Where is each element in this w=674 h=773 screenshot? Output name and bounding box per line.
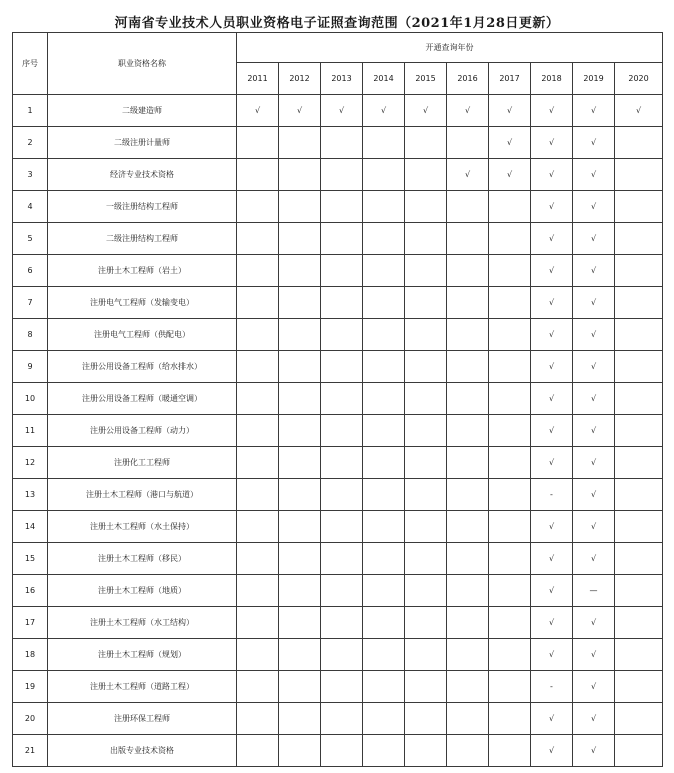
year-mark-cell <box>363 159 405 191</box>
year-mark-cell <box>447 319 489 351</box>
year-mark-cell <box>237 415 279 447</box>
qualification-name: 一级注册结构工程师 <box>48 191 237 223</box>
year-mark-cell <box>363 255 405 287</box>
qualification-name: 注册公用设备工程师（动力） <box>48 415 237 447</box>
year-mark-cell: √ <box>573 255 615 287</box>
year-mark-cell: √ <box>489 127 531 159</box>
year-mark-cell: √ <box>573 95 615 127</box>
year-mark-cell <box>447 543 489 575</box>
year-mark-cell <box>279 639 321 671</box>
year-mark-cell: √ <box>615 95 663 127</box>
year-mark-cell <box>321 287 363 319</box>
year-mark-cell <box>615 543 663 575</box>
year-mark-cell: √ <box>573 735 615 767</box>
year-mark-cell <box>405 703 447 735</box>
year-mark-cell: √ <box>573 607 615 639</box>
year-mark-cell <box>279 159 321 191</box>
year-mark-cell <box>363 479 405 511</box>
year-mark-cell <box>405 447 447 479</box>
year-mark-cell <box>321 415 363 447</box>
year-mark-cell <box>489 223 531 255</box>
year-header: 2019 <box>573 63 615 95</box>
year-mark-cell <box>405 191 447 223</box>
year-header: 2020 <box>615 63 663 95</box>
year-mark-cell <box>279 479 321 511</box>
year-header: 2016 <box>447 63 489 95</box>
year-mark-cell <box>321 319 363 351</box>
row-number: 5 <box>13 223 48 255</box>
qualification-name: 二级注册结构工程师 <box>48 223 237 255</box>
row-number: 9 <box>13 351 48 383</box>
qualification-table <box>12 32 663 767</box>
qualification-name: 出版专业技术资格 <box>48 735 237 767</box>
year-mark-cell: √ <box>573 671 615 703</box>
year-mark-cell <box>237 735 279 767</box>
year-mark-cell <box>363 575 405 607</box>
year-mark-cell <box>405 479 447 511</box>
year-mark-cell <box>237 607 279 639</box>
year-header: 2012 <box>279 63 321 95</box>
qualification-name: 二级建造师 <box>48 95 237 127</box>
year-mark-cell <box>237 287 279 319</box>
table-row <box>13 415 663 447</box>
year-mark-cell: √ <box>531 735 573 767</box>
year-mark-cell <box>321 575 363 607</box>
year-mark-cell <box>237 479 279 511</box>
year-mark-cell <box>237 159 279 191</box>
year-mark-cell: √ <box>573 639 615 671</box>
year-mark-cell <box>447 607 489 639</box>
year-mark-cell: √ <box>531 319 573 351</box>
year-mark-cell <box>279 671 321 703</box>
table-row <box>13 95 663 127</box>
year-mark-cell <box>279 191 321 223</box>
row-number: 18 <box>13 639 48 671</box>
year-mark-cell <box>321 607 363 639</box>
year-mark-cell: √ <box>489 95 531 127</box>
year-mark-cell <box>489 287 531 319</box>
qualification-name: 注册土木工程师（水工结构） <box>48 607 237 639</box>
qualification-name: 注册土木工程师（道路工程） <box>48 671 237 703</box>
year-mark-cell <box>405 383 447 415</box>
row-number: 13 <box>13 479 48 511</box>
year-mark-cell <box>447 415 489 447</box>
table-row <box>13 159 663 191</box>
year-mark-cell <box>237 319 279 351</box>
row-number: 12 <box>13 447 48 479</box>
year-mark-cell <box>615 639 663 671</box>
year-mark-cell: √ <box>573 479 615 511</box>
year-mark-cell: √ <box>573 415 615 447</box>
year-mark-cell: √ <box>237 95 279 127</box>
year-mark-cell <box>489 639 531 671</box>
qualification-name: 注册土木工程师（港口与航道） <box>48 479 237 511</box>
year-mark-cell <box>363 127 405 159</box>
year-mark-cell: √ <box>531 383 573 415</box>
year-mark-cell <box>237 703 279 735</box>
row-number: 21 <box>13 735 48 767</box>
year-mark-cell <box>489 735 531 767</box>
year-mark-cell: √ <box>321 95 363 127</box>
year-mark-cell: √ <box>531 703 573 735</box>
year-mark-cell: √ <box>573 127 615 159</box>
row-number: 2 <box>13 127 48 159</box>
year-mark-cell <box>615 703 663 735</box>
year-mark-cell <box>363 703 405 735</box>
year-mark-cell <box>447 511 489 543</box>
year-mark-cell <box>405 671 447 703</box>
year-mark-cell: √ <box>531 351 573 383</box>
row-number: 10 <box>13 383 48 415</box>
year-mark-cell <box>279 223 321 255</box>
year-mark-cell <box>363 607 405 639</box>
year-mark-cell <box>321 159 363 191</box>
year-header: 2013 <box>321 63 363 95</box>
year-mark-cell <box>321 447 363 479</box>
year-mark-cell <box>615 479 663 511</box>
year-mark-cell <box>279 447 321 479</box>
table-row <box>13 351 663 383</box>
year-mark-cell <box>363 415 405 447</box>
year-mark-cell: √ <box>531 607 573 639</box>
year-mark-cell <box>237 543 279 575</box>
year-mark-cell <box>321 735 363 767</box>
table-row <box>13 383 663 415</box>
header-open-years: 开通查询年份 <box>237 33 663 63</box>
year-mark-cell <box>615 223 663 255</box>
year-mark-cell <box>237 575 279 607</box>
year-mark-cell <box>615 127 663 159</box>
year-mark-cell <box>363 383 405 415</box>
year-mark-cell <box>447 703 489 735</box>
table-row <box>13 255 663 287</box>
year-mark-cell: √ <box>531 415 573 447</box>
year-mark-cell <box>447 255 489 287</box>
year-mark-cell: √ <box>573 543 615 575</box>
year-mark-cell <box>447 351 489 383</box>
year-mark-cell <box>363 447 405 479</box>
table-row <box>13 319 663 351</box>
year-mark-cell <box>489 479 531 511</box>
row-number: 17 <box>13 607 48 639</box>
year-mark-cell <box>615 319 663 351</box>
year-mark-cell <box>321 479 363 511</box>
year-mark-cell <box>447 191 489 223</box>
table-row <box>13 287 663 319</box>
year-mark-cell: √ <box>531 511 573 543</box>
year-mark-cell: √ <box>531 575 573 607</box>
table-body <box>13 95 663 767</box>
table-row <box>13 543 663 575</box>
year-header: 2011 <box>237 63 279 95</box>
year-mark-cell <box>405 735 447 767</box>
year-mark-cell <box>405 127 447 159</box>
year-mark-cell <box>237 671 279 703</box>
year-mark-cell: √ <box>531 543 573 575</box>
year-mark-cell <box>615 191 663 223</box>
year-mark-cell: √ <box>531 447 573 479</box>
year-mark-cell <box>405 607 447 639</box>
year-mark-cell <box>405 255 447 287</box>
page-title: 河南省专业技术人员职业资格电子证照查询范围（2021年1月28日更新） <box>114 16 560 31</box>
year-mark-cell <box>489 319 531 351</box>
qualification-name: 注册土木工程师（岩土） <box>48 255 237 287</box>
row-number: 8 <box>13 319 48 351</box>
year-mark-cell <box>447 479 489 511</box>
year-mark-cell: √ <box>531 255 573 287</box>
year-mark-cell: √ <box>447 159 489 191</box>
year-mark-cell: √ <box>279 95 321 127</box>
year-mark-cell <box>447 383 489 415</box>
row-number: 14 <box>13 511 48 543</box>
year-mark-cell <box>237 223 279 255</box>
year-mark-cell <box>363 511 405 543</box>
qualification-name: 注册土木工程师（移民） <box>48 543 237 575</box>
year-mark-cell <box>279 735 321 767</box>
year-mark-cell <box>321 255 363 287</box>
row-number: 16 <box>13 575 48 607</box>
year-mark-cell <box>363 735 405 767</box>
year-mark-cell <box>279 607 321 639</box>
year-mark-cell <box>279 543 321 575</box>
year-mark-cell: √ <box>531 191 573 223</box>
year-mark-cell <box>405 543 447 575</box>
row-number: 4 <box>13 191 48 223</box>
year-mark-cell: √ <box>573 159 615 191</box>
year-header: 2015 <box>405 63 447 95</box>
year-mark-cell: √ <box>573 447 615 479</box>
year-mark-cell <box>405 287 447 319</box>
year-mark-cell <box>405 415 447 447</box>
year-mark-cell <box>279 351 321 383</box>
row-number: 7 <box>13 287 48 319</box>
year-mark-cell: √ <box>531 95 573 127</box>
table-row <box>13 191 663 223</box>
year-mark-cell: √ <box>573 191 615 223</box>
year-mark-cell: √ <box>573 319 615 351</box>
year-mark-cell: √ <box>531 127 573 159</box>
year-mark-cell <box>405 351 447 383</box>
year-mark-cell: √ <box>531 287 573 319</box>
year-mark-cell <box>279 255 321 287</box>
qualification-name: 注册土木工程师（地质） <box>48 575 237 607</box>
table-row <box>13 607 663 639</box>
row-number: 20 <box>13 703 48 735</box>
year-mark-cell <box>279 415 321 447</box>
year-mark-cell <box>321 383 363 415</box>
year-mark-cell <box>615 159 663 191</box>
table-row <box>13 703 663 735</box>
year-mark-cell: √ <box>489 159 531 191</box>
year-mark-cell <box>447 639 489 671</box>
year-mark-cell <box>405 159 447 191</box>
year-mark-cell <box>363 287 405 319</box>
year-mark-cell <box>615 735 663 767</box>
year-mark-cell <box>279 127 321 159</box>
year-mark-cell <box>363 223 405 255</box>
year-mark-cell <box>489 703 531 735</box>
year-mark-cell <box>279 511 321 543</box>
year-mark-cell <box>405 639 447 671</box>
year-mark-cell <box>363 351 405 383</box>
year-mark-cell <box>615 415 663 447</box>
year-mark-cell <box>363 671 405 703</box>
header-seq: 序号 <box>13 33 48 95</box>
year-mark-cell <box>447 735 489 767</box>
year-header: 2017 <box>489 63 531 95</box>
year-mark-cell <box>489 575 531 607</box>
year-mark-cell <box>321 511 363 543</box>
table-row <box>13 575 663 607</box>
year-mark-cell <box>321 127 363 159</box>
table-row <box>13 127 663 159</box>
year-mark-cell <box>237 191 279 223</box>
year-mark-cell <box>615 575 663 607</box>
year-mark-cell <box>363 639 405 671</box>
year-mark-cell <box>405 223 447 255</box>
qualification-name: 注册环保工程师 <box>48 703 237 735</box>
year-mark-cell <box>405 319 447 351</box>
year-mark-cell <box>447 447 489 479</box>
year-mark-cell <box>363 543 405 575</box>
year-mark-cell <box>237 383 279 415</box>
year-mark-cell <box>489 447 531 479</box>
year-mark-cell <box>237 127 279 159</box>
table-row <box>13 447 663 479</box>
qualification-name: 经济专业技术资格 <box>48 159 237 191</box>
year-mark-cell <box>279 703 321 735</box>
year-mark-cell: — <box>573 575 615 607</box>
qualification-name: 注册电气工程师（发输变电） <box>48 287 237 319</box>
year-mark-cell <box>615 511 663 543</box>
year-mark-cell <box>279 575 321 607</box>
qualification-name: 注册公用设备工程师（暖通空调） <box>48 383 237 415</box>
header-name: 职业资格名称 <box>48 33 237 95</box>
year-mark-cell <box>321 703 363 735</box>
year-mark-cell <box>615 671 663 703</box>
year-mark-cell <box>489 255 531 287</box>
qualification-name: 注册公用设备工程师（给水排水） <box>48 351 237 383</box>
year-mark-cell <box>363 191 405 223</box>
year-mark-cell <box>237 511 279 543</box>
year-mark-cell: √ <box>363 95 405 127</box>
year-mark-cell <box>615 287 663 319</box>
year-mark-cell <box>237 447 279 479</box>
year-mark-cell <box>489 415 531 447</box>
year-header: 2018 <box>531 63 573 95</box>
qualification-name: 注册化工工程师 <box>48 447 237 479</box>
row-number: 3 <box>13 159 48 191</box>
year-mark-cell <box>237 351 279 383</box>
year-mark-cell <box>237 639 279 671</box>
year-mark-cell: - <box>531 479 573 511</box>
year-mark-cell: √ <box>531 223 573 255</box>
year-mark-cell <box>447 671 489 703</box>
year-mark-cell <box>489 383 531 415</box>
year-mark-cell <box>489 543 531 575</box>
year-mark-cell <box>447 223 489 255</box>
year-mark-cell: √ <box>447 95 489 127</box>
qualification-name: 二级注册计量师 <box>48 127 237 159</box>
row-number: 11 <box>13 415 48 447</box>
year-mark-cell <box>279 319 321 351</box>
year-mark-cell: √ <box>573 223 615 255</box>
year-header: 2014 <box>363 63 405 95</box>
year-mark-cell <box>489 607 531 639</box>
qualification-name: 注册电气工程师（供配电） <box>48 319 237 351</box>
row-number: 19 <box>13 671 48 703</box>
year-mark-cell <box>405 575 447 607</box>
year-mark-cell: √ <box>573 703 615 735</box>
year-mark-cell <box>279 383 321 415</box>
table-row <box>13 735 663 767</box>
year-mark-cell: √ <box>573 287 615 319</box>
year-mark-cell <box>489 511 531 543</box>
year-mark-cell <box>321 351 363 383</box>
year-mark-cell <box>237 255 279 287</box>
year-mark-cell <box>615 255 663 287</box>
year-mark-cell <box>321 543 363 575</box>
table-row <box>13 511 663 543</box>
table-row <box>13 223 663 255</box>
year-mark-cell <box>489 351 531 383</box>
year-mark-cell: - <box>531 671 573 703</box>
year-mark-cell <box>279 287 321 319</box>
row-number: 15 <box>13 543 48 575</box>
year-mark-cell: √ <box>531 159 573 191</box>
year-mark-cell <box>489 671 531 703</box>
qualification-name: 注册土木工程师（水土保持） <box>48 511 237 543</box>
qualification-name: 注册土木工程师（规划） <box>48 639 237 671</box>
year-mark-cell <box>321 223 363 255</box>
row-number: 1 <box>13 95 48 127</box>
year-mark-cell: √ <box>573 351 615 383</box>
year-mark-cell <box>615 607 663 639</box>
year-mark-cell: √ <box>405 95 447 127</box>
year-mark-cell <box>321 639 363 671</box>
year-mark-cell: √ <box>573 383 615 415</box>
year-mark-cell <box>363 319 405 351</box>
table-row <box>13 639 663 671</box>
year-mark-cell: √ <box>531 639 573 671</box>
year-mark-cell <box>615 351 663 383</box>
year-mark-cell <box>447 127 489 159</box>
year-mark-cell <box>405 511 447 543</box>
year-mark-cell: √ <box>573 511 615 543</box>
year-mark-cell <box>615 447 663 479</box>
year-mark-cell <box>447 287 489 319</box>
row-number: 6 <box>13 255 48 287</box>
year-mark-cell <box>321 671 363 703</box>
year-mark-cell <box>447 575 489 607</box>
table-row <box>13 479 663 511</box>
year-mark-cell <box>489 191 531 223</box>
table-row <box>13 671 663 703</box>
year-mark-cell <box>615 383 663 415</box>
year-mark-cell <box>321 191 363 223</box>
